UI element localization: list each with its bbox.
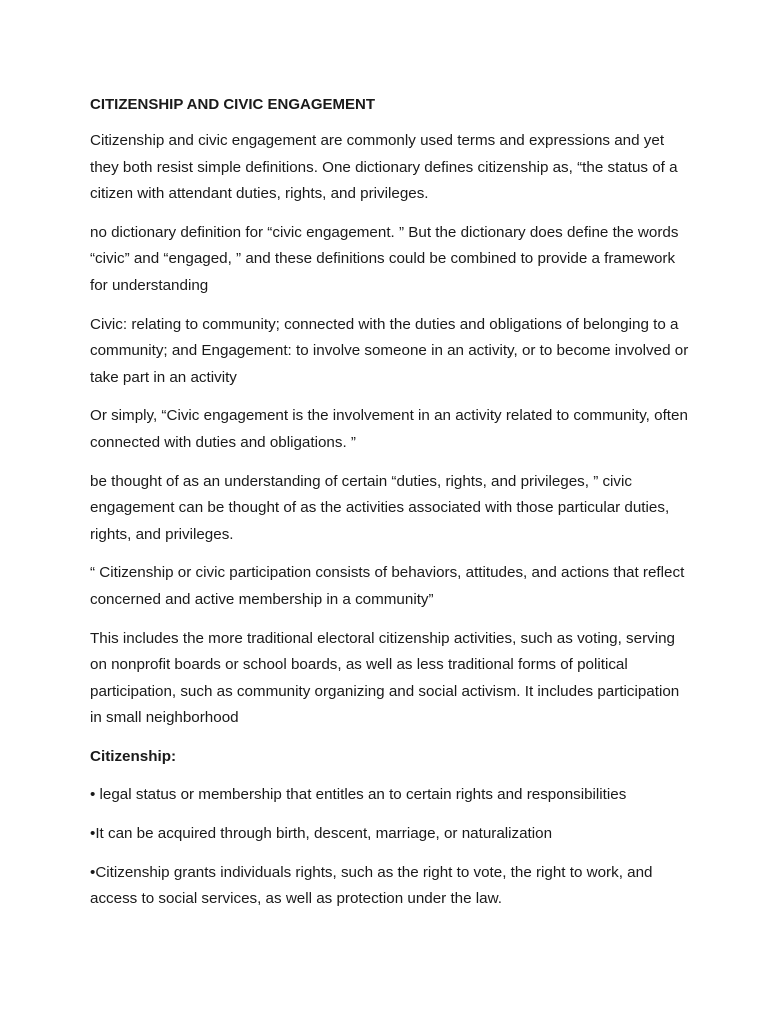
paragraph-6: “ Citizenship or civic participation consists of behaviors, attitudes, and actions that reflect concerned and active membership in a community” <box>90 564 685 608</box>
paragraph-7: This includes the more traditional electoral citizenship activities, such as voting, serving on nonprofit boards or school boards, as well as less traditional forms of political participation, such as community organizing and social activism. It includes participation in small neighborhood <box>90 629 680 727</box>
paragraph-4: Or simply, “Civic engagement is the involvement in an activity related to community, often connected with duties and obligations. ” <box>90 407 688 451</box>
bullet-item-1: • legal status or membership that entitles an to certain rights and responsibilities <box>90 786 627 804</box>
paragraph-5: be thought of as an understanding of certain “duties, rights, and privileges, ” civic engagement can be thought of as the activities associated with those particular duties, rights, and privileges. <box>90 472 670 543</box>
bullet-item-2: •It can be acquired through birth, descent, marriage, or naturalization <box>90 825 553 843</box>
section-heading: Citizenship: <box>90 747 177 765</box>
document-body <box>90 94 690 925</box>
document-title: CITIZENSHIP AND CIVIC ENGAGEMENT <box>90 96 376 113</box>
bullet-item-3: •Citizenship grants individuals rights, such as the right to vote, the right to work, and access to social services, as well as protection under the law. <box>90 863 653 908</box>
paragraph-1: Citizenship and civic engagement are commonly used terms and expressions and yet they both resist simple definitions. One dictionary defines citizenship as, “the status of a citizen with attendant duties, rights, and privileges. <box>90 132 678 203</box>
paragraph-2: no dictionary definition for “civic engagement. ” But the dictionary does define the words “civic” and “engaged, ” and these definitions could be combined to provide a framework for understanding <box>90 223 679 294</box>
paragraph-3: Civic: relating to community; connected with the duties and obligations of belonging to a community; and Engagement: to involve someone in an activity, or to become involved or take part in an activity <box>90 315 689 386</box>
